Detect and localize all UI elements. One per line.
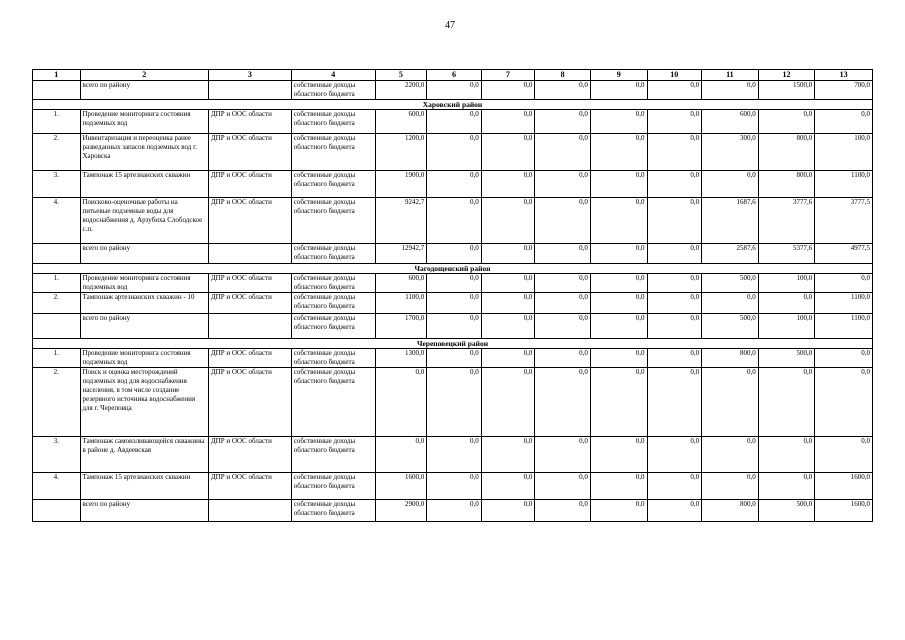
amount-cell: 0,0 <box>427 293 482 314</box>
amount-cell: 0,0 <box>590 500 647 522</box>
table-row <box>33 314 873 339</box>
row-number-cell: 2. <box>33 368 81 437</box>
funding-source-cell: собственные доходы областного бюджета <box>291 293 375 314</box>
amount-cell: 2900,0 <box>375 500 427 522</box>
col-header: 4 <box>291 70 375 81</box>
amount-cell: 0,0 <box>535 198 591 244</box>
amount-cell: 0,0 <box>535 500 591 522</box>
amount-cell: 0,0 <box>590 198 647 244</box>
amount-cell: 0,0 <box>535 171 591 198</box>
funding-source-cell: собственные доходы областного бюджета <box>291 244 375 264</box>
budget-table <box>32 69 873 522</box>
funding-source-cell: собственные доходы областного бюджета <box>291 198 375 244</box>
amount-cell: 0,0 <box>815 368 873 437</box>
amount-cell: 0,0 <box>481 171 535 198</box>
row-number-cell <box>33 314 81 339</box>
amount-cell: 0,0 <box>590 368 647 437</box>
amount-cell: 1300,0 <box>375 349 427 368</box>
amount-cell: 800,0 <box>758 171 815 198</box>
col-header: 2 <box>80 70 208 81</box>
executor-cell: ДПР и ООС области <box>208 473 291 500</box>
amount-cell: 5377,6 <box>758 244 815 264</box>
amount-cell: 0,0 <box>481 293 535 314</box>
amount-cell: 0,0 <box>427 314 482 339</box>
amount-cell: 4977,5 <box>815 244 873 264</box>
amount-cell: 0,0 <box>427 500 482 522</box>
table-row <box>33 473 873 500</box>
table-row <box>33 81 873 100</box>
activity-cell: Инвентаризация и переоценка ранее разведанных запасов подземных вод г. Харовска <box>80 134 208 171</box>
amount-cell: 0,0 <box>758 293 815 314</box>
amount-cell: 600,0 <box>375 274 427 293</box>
amount-cell: 0,0 <box>758 437 815 473</box>
amount-cell: 0,0 <box>481 473 535 500</box>
amount-cell: 800,0 <box>758 134 815 171</box>
amount-cell: 1900,0 <box>375 171 427 198</box>
amount-cell: 0,0 <box>590 81 647 100</box>
amount-cell: 0,0 <box>481 274 535 293</box>
col-header: 13 <box>815 70 873 81</box>
page-number: 47 <box>445 20 455 31</box>
amount-cell: 0,0 <box>535 349 591 368</box>
activity-cell: всего по району <box>80 314 208 339</box>
amount-cell: 300,0 <box>702 134 759 171</box>
amount-cell: 500,0 <box>702 314 759 339</box>
amount-cell: 0,0 <box>535 437 591 473</box>
amount-cell: 100,0 <box>758 274 815 293</box>
table-row <box>33 500 873 522</box>
activity-cell: Тампонаж 15 артезианских скважин <box>80 473 208 500</box>
amount-cell: 500,0 <box>758 349 815 368</box>
district-header-row <box>33 339 873 349</box>
amount-cell: 0,0 <box>647 500 702 522</box>
amount-cell: 800,0 <box>702 349 759 368</box>
activity-cell: Тампонаж артезианских скважин - 10 <box>80 293 208 314</box>
amount-cell: 1100,0 <box>815 293 873 314</box>
amount-cell: 0,0 <box>590 349 647 368</box>
table-row <box>33 368 873 437</box>
amount-cell: 0,0 <box>427 198 482 244</box>
row-number-cell <box>33 500 81 522</box>
amount-cell: 0,0 <box>375 368 427 437</box>
amount-cell: 0,0 <box>590 134 647 171</box>
amount-cell: 0,0 <box>427 473 482 500</box>
amount-cell: 800,0 <box>702 500 759 522</box>
amount-cell: 0,0 <box>427 81 482 100</box>
amount-cell: 0,0 <box>647 349 702 368</box>
amount-cell: 0,0 <box>427 349 482 368</box>
amount-cell: 100,0 <box>815 134 873 171</box>
table-row <box>33 274 873 293</box>
executor-cell: ДПР и ООС области <box>208 293 291 314</box>
col-header: 3 <box>208 70 291 81</box>
amount-cell: 0,0 <box>535 293 591 314</box>
row-number-cell: 3. <box>33 171 81 198</box>
amount-cell: 0,0 <box>481 198 535 244</box>
amount-cell: 0,0 <box>815 437 873 473</box>
amount-cell: 0,0 <box>535 110 591 134</box>
table-row <box>33 110 873 134</box>
amount-cell: 0,0 <box>647 437 702 473</box>
amount-cell: 500,0 <box>702 274 759 293</box>
amount-cell: 0,0 <box>590 244 647 264</box>
district-name: Череповецкий район <box>33 339 873 349</box>
amount-cell: 1600,0 <box>815 473 873 500</box>
amount-cell: 0,0 <box>427 134 482 171</box>
amount-cell: 100,0 <box>758 314 815 339</box>
district-name: Чагодощенский район <box>33 264 873 274</box>
amount-cell: 0,0 <box>535 314 591 339</box>
table-row <box>33 244 873 264</box>
amount-cell: 0,0 <box>702 368 759 437</box>
activity-cell: всего по району <box>80 500 208 522</box>
row-number-cell <box>33 81 81 100</box>
col-header: 1 <box>33 70 81 81</box>
amount-cell: 1200,0 <box>375 134 427 171</box>
funding-source-cell: собственные доходы областного бюджета <box>291 314 375 339</box>
funding-source-cell: собственные доходы областного бюджета <box>291 110 375 134</box>
amount-cell: 0,0 <box>702 437 759 473</box>
amount-cell: 0,0 <box>815 110 873 134</box>
col-header: 6 <box>427 70 482 81</box>
amount-cell: 1700,0 <box>375 314 427 339</box>
amount-cell: 0,0 <box>427 171 482 198</box>
activity-cell: всего по району <box>80 81 208 100</box>
amount-cell: 0,0 <box>427 110 482 134</box>
amount-cell: 3777,5 <box>815 198 873 244</box>
header-row <box>33 70 873 81</box>
amount-cell: 1100,0 <box>815 171 873 198</box>
amount-cell: 0,0 <box>758 110 815 134</box>
amount-cell: 0,0 <box>590 274 647 293</box>
amount-cell: 0,0 <box>590 293 647 314</box>
executor-cell <box>208 314 291 339</box>
amount-cell: 0,0 <box>481 368 535 437</box>
amount-cell: 0,0 <box>647 244 702 264</box>
row-number-cell: 2. <box>33 293 81 314</box>
table-row <box>33 134 873 171</box>
activity-cell: Проведение мониторинга состояния подземных вод <box>80 274 208 293</box>
amount-cell: 0,0 <box>427 274 482 293</box>
amount-cell: 0,0 <box>647 293 702 314</box>
executor-cell: ДПР и ООС области <box>208 349 291 368</box>
amount-cell: 1500,0 <box>758 81 815 100</box>
amount-cell: 1600,0 <box>375 473 427 500</box>
district-name: Харовский район <box>33 100 873 110</box>
activity-cell: Поиск и оценка месторождений подземных вод для водоснабжения населения, в том числе создание резервного источника водоснабжения для г. Череповца <box>80 368 208 437</box>
executor-cell: ДПР и ООС области <box>208 274 291 293</box>
amount-cell: 12942,7 <box>375 244 427 264</box>
district-header-row <box>33 100 873 110</box>
amount-cell: 0,0 <box>815 349 873 368</box>
col-header: 10 <box>647 70 702 81</box>
funding-source-cell: собственные доходы областного бюджета <box>291 171 375 198</box>
amount-cell: 1687,6 <box>702 198 759 244</box>
activity-cell: Тампонаж 15 артезианских скважин <box>80 171 208 198</box>
executor-cell <box>208 500 291 522</box>
amount-cell: 0,0 <box>427 437 482 473</box>
amount-cell: 1100,0 <box>375 293 427 314</box>
amount-cell: 0,0 <box>702 293 759 314</box>
row-number-cell: 4. <box>33 198 81 244</box>
amount-cell: 0,0 <box>815 274 873 293</box>
table-row <box>33 198 873 244</box>
funding-source-cell: собственные доходы областного бюджета <box>291 274 375 293</box>
row-number-cell: 3. <box>33 437 81 473</box>
funding-source-cell: собственные доходы областного бюджета <box>291 368 375 437</box>
amount-cell: 0,0 <box>647 314 702 339</box>
row-number-cell: 1. <box>33 110 81 134</box>
amount-cell: 0,0 <box>647 274 702 293</box>
table-row <box>33 171 873 198</box>
table-row <box>33 349 873 368</box>
row-number-cell: 1. <box>33 349 81 368</box>
district-header-row <box>33 264 873 274</box>
amount-cell: 0,0 <box>535 368 591 437</box>
executor-cell: ДПР и ООС области <box>208 171 291 198</box>
amount-cell: 0,0 <box>590 473 647 500</box>
amount-cell: 600,0 <box>375 110 427 134</box>
amount-cell: 0,0 <box>647 171 702 198</box>
amount-cell: 2200,0 <box>375 81 427 100</box>
amount-cell: 0,0 <box>647 473 702 500</box>
col-header: 12 <box>758 70 815 81</box>
activity-cell: Поисково-оценочные работы на питьевые подземные воды для водоснабжения д. Арзубиха Слободское с.п. <box>80 198 208 244</box>
amount-cell: 0,0 <box>481 81 535 100</box>
executor-cell <box>208 244 291 264</box>
amount-cell: 0,0 <box>647 368 702 437</box>
col-header: 8 <box>535 70 591 81</box>
row-number-cell: 4. <box>33 473 81 500</box>
amount-cell: 1100,0 <box>815 314 873 339</box>
amount-cell: 0,0 <box>647 198 702 244</box>
amount-cell: 0,0 <box>427 368 482 437</box>
amount-cell: 500,0 <box>758 500 815 522</box>
executor-cell: ДПР и ООС области <box>208 110 291 134</box>
amount-cell: 0,0 <box>590 110 647 134</box>
funding-source-cell: собственные доходы областного бюджета <box>291 473 375 500</box>
amount-cell: 0,0 <box>702 171 759 198</box>
amount-cell: 2587,6 <box>702 244 759 264</box>
funding-source-cell: собственные доходы областного бюджета <box>291 437 375 473</box>
row-number-cell <box>33 244 81 264</box>
activity-cell: Тампонаж самоизливающейся скважины в районе д. Авдеевская <box>80 437 208 473</box>
amount-cell: 0,0 <box>647 134 702 171</box>
amount-cell: 0,0 <box>702 473 759 500</box>
activity-cell: Проведение мониторинга состояния подземных вод <box>80 349 208 368</box>
amount-cell: 600,0 <box>702 110 759 134</box>
funding-source-cell: собственные доходы областного бюджета <box>291 134 375 171</box>
amount-cell: 0,0 <box>758 368 815 437</box>
activity-cell: Проведение мониторинга состояния подземных вод <box>80 110 208 134</box>
amount-cell: 0,0 <box>758 473 815 500</box>
funding-source-cell: собственные доходы областного бюджета <box>291 500 375 522</box>
amount-cell: 700,0 <box>815 81 873 100</box>
executor-cell: ДПР и ООС области <box>208 437 291 473</box>
amount-cell: 3777,6 <box>758 198 815 244</box>
amount-cell: 0,0 <box>647 110 702 134</box>
col-header: 5 <box>375 70 427 81</box>
amount-cell: 0,0 <box>535 244 591 264</box>
executor-cell: ДПР и ООС области <box>208 198 291 244</box>
amount-cell: 0,0 <box>590 171 647 198</box>
amount-cell: 0,0 <box>481 314 535 339</box>
amount-cell: 0,0 <box>535 134 591 171</box>
amount-cell: 0,0 <box>535 81 591 100</box>
amount-cell: 0,0 <box>702 81 759 100</box>
amount-cell: 0,0 <box>481 349 535 368</box>
executor-cell <box>208 81 291 100</box>
executor-cell: ДПР и ООС области <box>208 368 291 437</box>
amount-cell: 9242,7 <box>375 198 427 244</box>
amount-cell: 0,0 <box>535 274 591 293</box>
table-row <box>33 437 873 473</box>
funding-source-cell: собственные доходы областного бюджета <box>291 81 375 100</box>
row-number-cell: 2. <box>33 134 81 171</box>
amount-cell: 0,0 <box>535 473 591 500</box>
amount-cell: 0,0 <box>481 437 535 473</box>
executor-cell: ДПР и ООС области <box>208 134 291 171</box>
amount-cell: 0,0 <box>427 244 482 264</box>
amount-cell: 0,0 <box>590 437 647 473</box>
col-header: 7 <box>481 70 535 81</box>
table-body <box>33 70 873 522</box>
amount-cell: 0,0 <box>481 500 535 522</box>
activity-cell: всего по району <box>80 244 208 264</box>
amount-cell: 0,0 <box>481 110 535 134</box>
amount-cell: 0,0 <box>647 81 702 100</box>
amount-cell: 0,0 <box>590 314 647 339</box>
row-number-cell: 1. <box>33 274 81 293</box>
amount-cell: 0,0 <box>481 134 535 171</box>
funding-source-cell: собственные доходы областного бюджета <box>291 349 375 368</box>
amount-cell: 0,0 <box>481 244 535 264</box>
amount-cell: 1600,0 <box>815 500 873 522</box>
amount-cell: 0,0 <box>375 437 427 473</box>
col-header: 9 <box>590 70 647 81</box>
table-row <box>33 293 873 314</box>
col-header: 11 <box>702 70 759 81</box>
